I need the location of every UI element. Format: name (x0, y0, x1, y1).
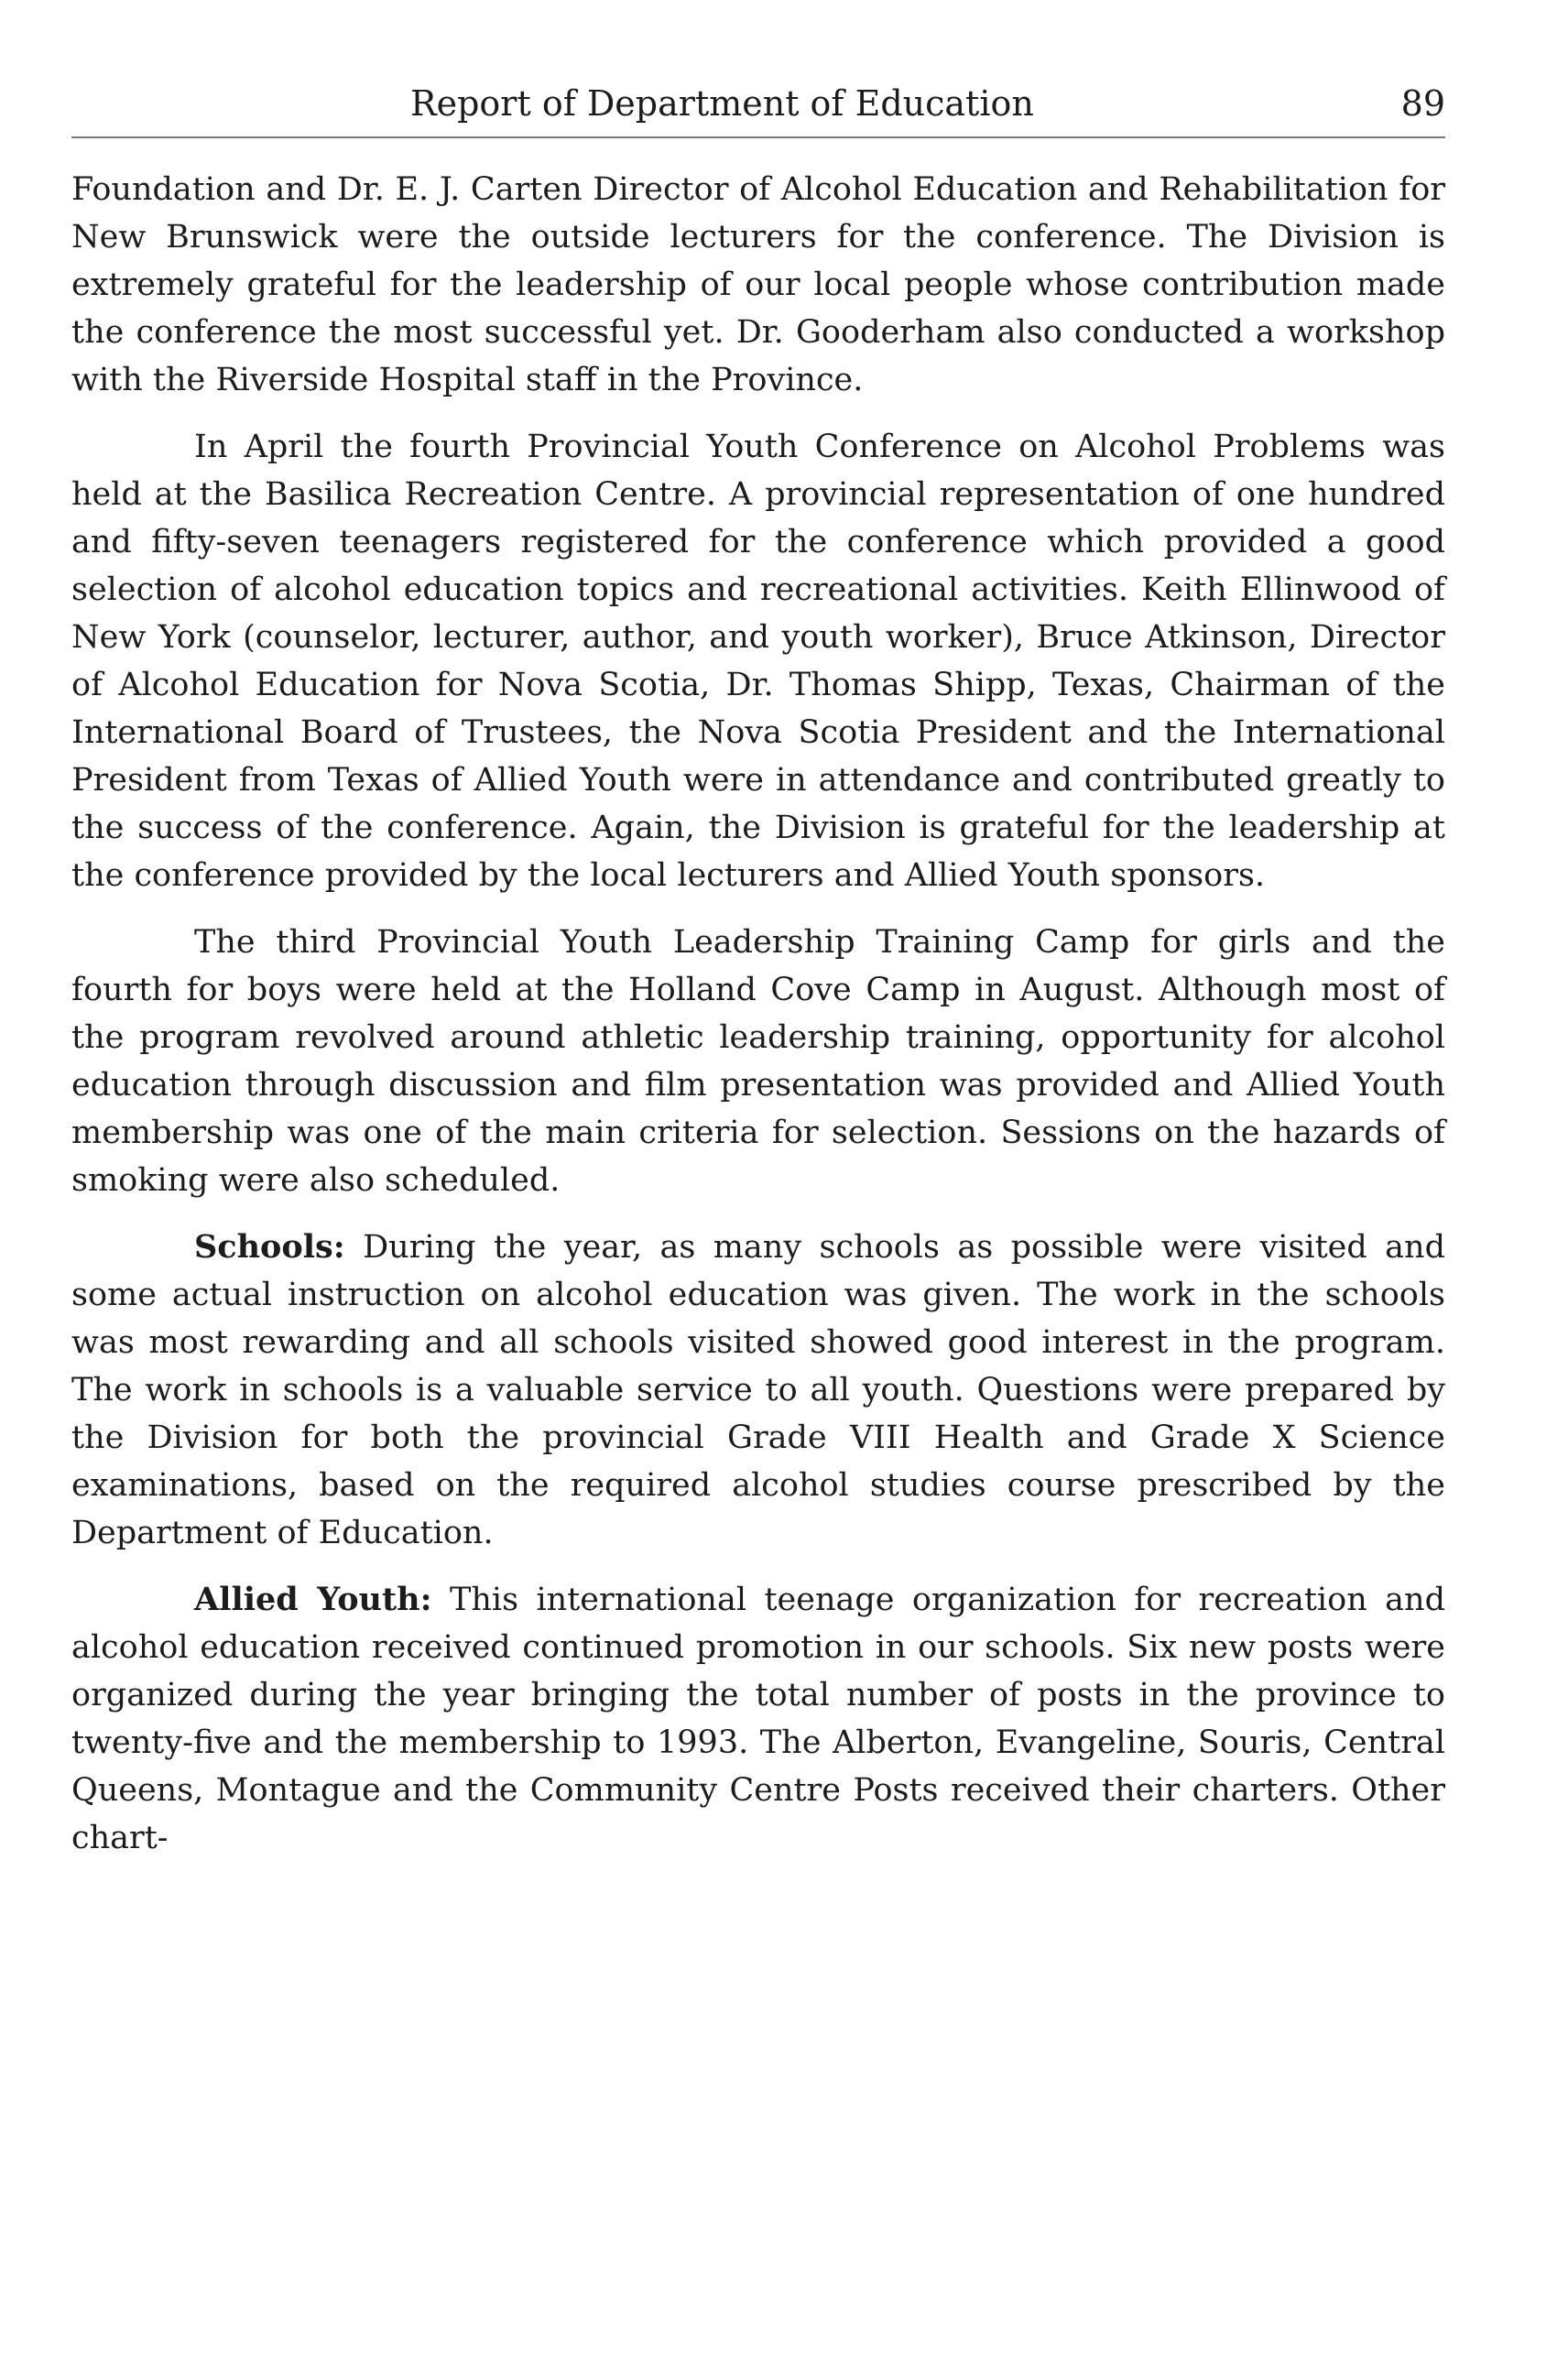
paragraph-text: The third Provincial Youth Leadership Training Camp for girls and the fourth for boys were held at the Holland Cove Camp in August. Although most of the program revolved around athletic leadership training, opportunity for alcohol education through discussion and film presentation was provided and Allied Youth membership was one of the main criteria for selection. Sessions on the hazards of smoking were also scheduled. (71, 924, 1445, 1199)
paragraph-1 (71, 166, 1445, 404)
paragraph-text: In April the fourth Provincial Youth Conference on Alcohol Problems was held at the Basilica Recreation Centre. A provincial representation of one hundred and fifty-seven teenagers registered for the conference which provided a good selection of alcohol education topics and recreational activities. Keith Ellinwood of New York (counselor, lecturer, author, and youth worker), Bruce Atkinson, Director of Alcohol Education for Nova Scotia, Dr. Thomas Shipp, Texas, Chairman of the International Board of Trustees, the Nova Scotia President and the International President from Texas of Allied Youth were in attendance and contributed greatly to the success of the conference. Again, the Division is grateful for the leadership at the conference provided by the local lecturers and Allied Youth sponsors. (71, 429, 1445, 894)
page-number: 89 (1400, 83, 1445, 124)
body-text (71, 166, 1445, 1881)
paragraph-schools (71, 1224, 1445, 1557)
paragraph-3 (71, 919, 1445, 1204)
paragraph-text: Foundation and Dr. E. J. Carten Director of Alcohol Education and Rehabilitation for New Brunswick were the outside lecturers for the conference. The Division is extremely grateful for the leadership of our local people whose contribution made the conference the most successful yet. Dr. Gooderham also conducted a workshop with the Riverside Hospital staff in the Province. (71, 171, 1445, 398)
paragraph-2 (71, 423, 1445, 899)
paragraph-text: During the year, as many schools as possible were visited and some actual instruction on alcohol education was given. The work in the schools was most rewarding and all schools visited showed good interest in the program. The work in schools is a valuable service to all youth. Questions were prepared by the Division for both the provincial Grade VIII Health and Grade X Science examinations, based on the required alcohol studies course prescribed by the Department of Education. (71, 1229, 1445, 1551)
paragraph-allied-youth (71, 1576, 1445, 1862)
run-in-heading: Allied Youth: (194, 1581, 432, 1618)
header-rule (71, 136, 1445, 138)
paragraph-text: This international teenage organization for recreation and alcohol education received continued promotion in our schools. Six new posts were organized during the year bringing the total number of posts in the province to twenty-five and the membership to 1993. The Alberton, Evangeline, Souris, Central Queens, Montague and the Community Centre Posts received their charters. Other chart- (71, 1582, 1445, 1856)
run-in-heading: Schools: (194, 1228, 345, 1266)
running-header (71, 81, 1445, 126)
running-head-title: Report of Department of Education (410, 83, 1034, 124)
